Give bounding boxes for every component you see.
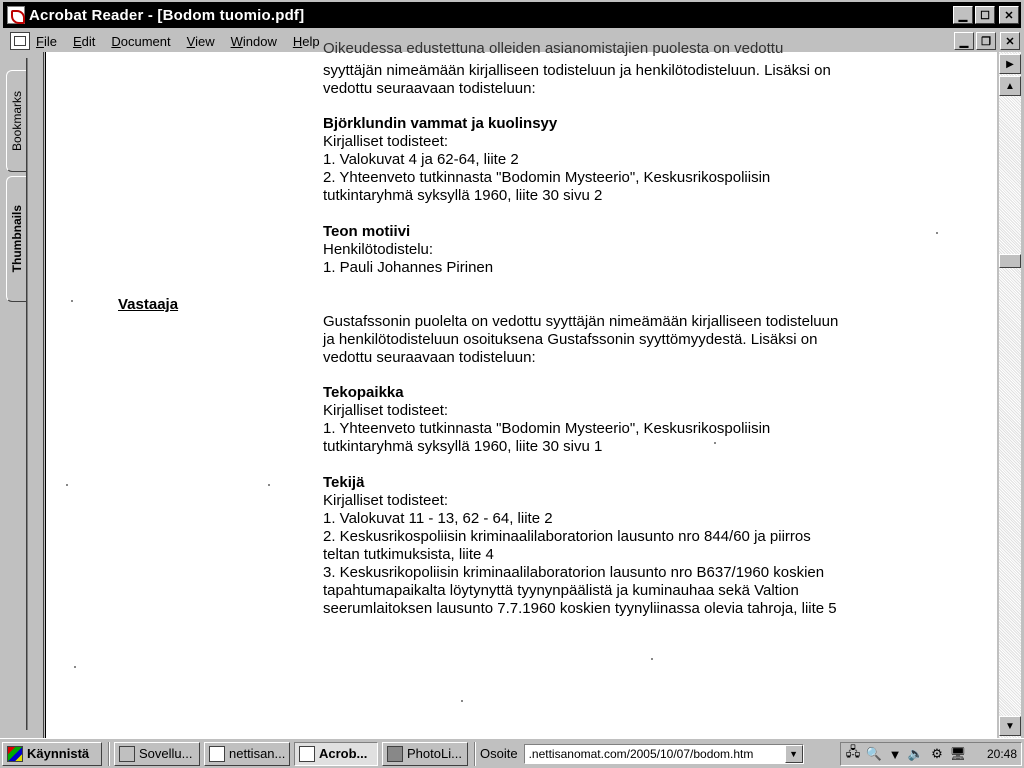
arrow-down-icon: ▼ bbox=[1005, 720, 1015, 732]
scan-speck bbox=[66, 484, 68, 486]
scroll-track[interactable] bbox=[999, 52, 1021, 738]
taskbar-button-photolibrary[interactable] bbox=[382, 742, 468, 766]
tab-thumbnails[interactable] bbox=[6, 176, 26, 302]
address-input[interactable] bbox=[524, 744, 804, 764]
address-value: .nettisanomat.com/2005/10/07/bodom.htm bbox=[528, 746, 754, 761]
acrobat-app-icon[interactable] bbox=[7, 6, 25, 24]
section-line: Kirjalliset todisteet: bbox=[323, 402, 449, 419]
vastaaja-label: Vastaaja bbox=[118, 296, 179, 313]
section-heading: Tekopaikka bbox=[323, 384, 404, 401]
section-heading: Björklundin vammat ja kuolinsyy bbox=[323, 115, 558, 132]
start-button[interactable] bbox=[2, 742, 102, 766]
section-line: 1. Valokuvat 11 - 13, 62 - 64, liite 2 bbox=[323, 510, 553, 527]
address-label: Osoite bbox=[480, 746, 518, 761]
acrobat-icon bbox=[299, 746, 315, 762]
cut-off-line: Oikeudessa edustettuna olleiden asianomistajien puolesta on vedottu bbox=[323, 40, 784, 57]
section-line: tutkintaryhmä syksyllä 1960, liite 30 sivu 2 bbox=[323, 187, 603, 204]
windows-logo-icon bbox=[7, 746, 23, 762]
taskbar-button-label: PhotoLi... bbox=[407, 746, 462, 761]
search-icon[interactable]: 🔍 bbox=[865, 746, 883, 761]
section-heading: Teon motiivi bbox=[323, 223, 411, 240]
menu-view[interactable]: View bbox=[186, 33, 215, 49]
taskbar-separator bbox=[108, 742, 110, 766]
taskbar bbox=[0, 738, 1024, 768]
section-line: 2. Yhteenveto tutkinnasta "Bodomin Mysteerio", Keskusrikospoliisin bbox=[323, 169, 771, 186]
section-line: 2. Keskusrikospoliisin kriminaalilaboratorion lausunto nro 844/60 ja piirros bbox=[323, 528, 811, 545]
section-heading: Tekijä bbox=[323, 474, 365, 491]
start-label: Käynnistä bbox=[27, 746, 90, 761]
arrow-up-icon: ▲ bbox=[1005, 80, 1015, 92]
scroll-up-button[interactable] bbox=[999, 76, 1021, 96]
scan-speck bbox=[651, 658, 653, 660]
doc-restore-button[interactable] bbox=[976, 32, 996, 50]
close-button[interactable] bbox=[999, 6, 1019, 24]
arrow-right-icon: ▶ bbox=[1006, 58, 1014, 70]
minimize-button[interactable] bbox=[953, 6, 973, 24]
shield-icon[interactable]: ▼ bbox=[888, 746, 902, 762]
document-control-icon[interactable] bbox=[10, 32, 30, 50]
section-line: Kirjalliset todisteet: bbox=[323, 492, 449, 509]
defense-intro-line: vedottu seuraavaan todisteluun: bbox=[323, 349, 536, 366]
scan-speck bbox=[74, 666, 76, 668]
menu-help[interactable]: Help bbox=[292, 33, 320, 49]
section-line: 1. Yhteenveto tutkinnasta "Bodomin Mysteerio", Keskusrikospoliisin bbox=[323, 420, 771, 437]
scan-speck bbox=[268, 484, 270, 486]
section-line: 1. Valokuvat 4 ja 62-64, liite 2 bbox=[323, 151, 519, 168]
taskbar-separator bbox=[474, 742, 476, 766]
scroll-right-button[interactable] bbox=[999, 54, 1021, 74]
tab-bookmarks[interactable] bbox=[6, 70, 26, 172]
program-group-icon bbox=[119, 746, 135, 762]
taskbar-button-sovellus[interactable] bbox=[114, 742, 200, 766]
close-icon: ✕ bbox=[1004, 9, 1014, 22]
scan-speck bbox=[461, 700, 463, 702]
doc-minimize-button[interactable] bbox=[954, 32, 974, 50]
scroll-down-button[interactable] bbox=[999, 716, 1021, 736]
section-line: seerumlaitoksen lausunto 7.7.1960 koskien tyynyliinassa olevia tahroja, liite 5 bbox=[323, 600, 837, 617]
taskbar-button-label: Acrob... bbox=[319, 746, 368, 761]
settings-icon[interactable]: ⚙ bbox=[931, 746, 943, 761]
defense-intro-line: ja henkilötodisteluun osoituksena Gustafssonin syyttömyydestä. Lisäksi on bbox=[323, 331, 818, 348]
section-line: 3. Keskusrikopoliisin kriminaalilaboratorion lausunto nro B637/1960 koskien bbox=[323, 564, 825, 581]
section-line: Kirjalliset todisteet: bbox=[323, 133, 449, 150]
taskbar-button-label: Sovellu... bbox=[139, 746, 193, 761]
connection-icon[interactable]: 🖥 bbox=[949, 746, 967, 761]
menu-edit[interactable]: Edit bbox=[72, 33, 96, 49]
tab-bookmarks-label: Bookmarks bbox=[9, 90, 24, 152]
minimize-icon: ▁ bbox=[959, 35, 969, 48]
section-line: teltan tutkimuksista, liite 4 bbox=[323, 546, 494, 563]
doc-close-button[interactable] bbox=[1000, 32, 1020, 50]
section-line: tutkintaryhmä syksyllä 1960, liite 30 sivu 1 bbox=[323, 438, 603, 455]
chevron-down-icon: ▼ bbox=[789, 748, 799, 759]
close-icon: ✕ bbox=[1005, 35, 1015, 48]
section-line: tapahtumapaikalta löytynyttä tyynynpäälistä ja kuminauhaa sekä Valtion bbox=[323, 582, 799, 599]
section-line: Henkilötodistelu: bbox=[323, 241, 434, 258]
volume-icon[interactable]: 🔈 bbox=[907, 746, 925, 761]
vertical-scrollbar[interactable] bbox=[997, 52, 1024, 738]
scan-speck bbox=[936, 232, 938, 234]
clock[interactable]: 20:48 bbox=[986, 747, 1017, 761]
taskbar-button-label: nettisan... bbox=[229, 746, 286, 761]
scan-speck bbox=[71, 300, 73, 302]
title-bar bbox=[0, 0, 1024, 30]
network-icon[interactable]: 🖧 bbox=[845, 744, 861, 759]
nav-pane-divider[interactable] bbox=[26, 58, 28, 730]
window-title: Acrobat Reader - [Bodom tuomio.pdf] bbox=[29, 6, 305, 24]
intro-line-1: syyttäjän nimeämään kirjalliseen todisteluun ja henkilötodisteluun. Lisäksi on bbox=[323, 62, 831, 79]
system-tray bbox=[840, 742, 1022, 766]
title-bar-active[interactable] bbox=[3, 2, 1021, 28]
browser-icon bbox=[209, 746, 225, 762]
navigation-pane bbox=[0, 52, 44, 738]
intro-line-2: vedottu seuraavaan todisteluun: bbox=[323, 80, 536, 97]
tab-thumbnails-label: Thumbnails bbox=[9, 205, 24, 273]
section-line: 1. Pauli Johannes Pirinen bbox=[323, 259, 494, 276]
defense-intro-line: Gustafssonin puolelta on vedottu syyttäjän nimeämään kirjalliseen todisteluun bbox=[323, 313, 839, 330]
address-dropdown-button[interactable] bbox=[785, 745, 803, 763]
menu-window[interactable]: Window bbox=[230, 33, 277, 49]
scroll-thumb[interactable] bbox=[999, 254, 1021, 268]
minimize-icon: ▁ bbox=[958, 9, 968, 22]
maximize-button[interactable] bbox=[975, 6, 995, 24]
menu-file[interactable]: File bbox=[36, 33, 57, 49]
restore-icon: ❐ bbox=[981, 35, 991, 48]
menu-document[interactable]: Document bbox=[111, 33, 171, 49]
photo-app-icon bbox=[387, 746, 403, 762]
taskbar-button-acrobat[interactable] bbox=[294, 742, 378, 766]
taskbar-button-nettisanomat[interactable] bbox=[204, 742, 290, 766]
maximize-icon: ☐ bbox=[980, 9, 990, 22]
scan-speck bbox=[714, 442, 716, 444]
